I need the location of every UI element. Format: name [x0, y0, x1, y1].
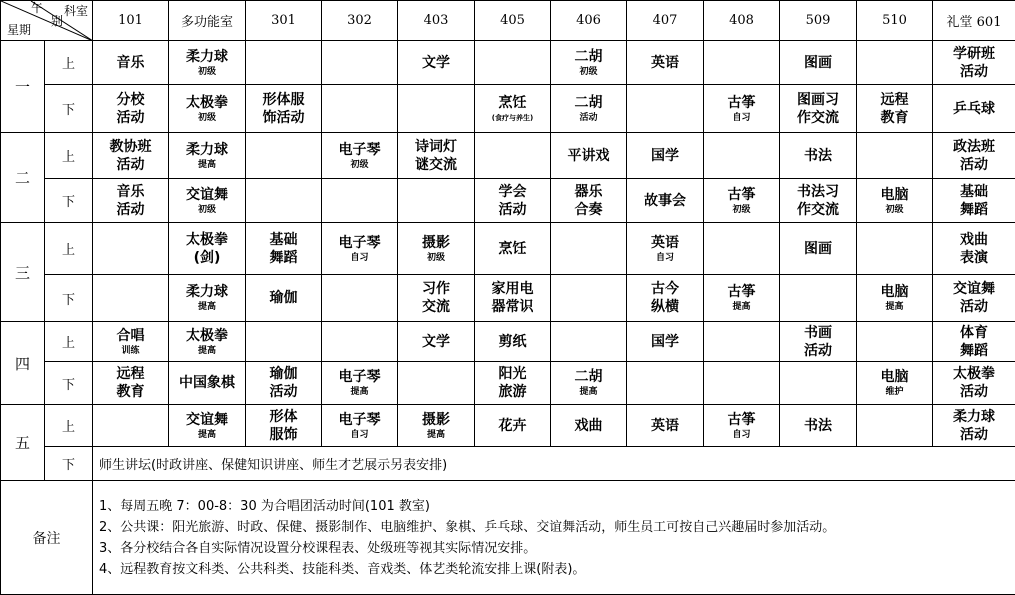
- course-name-line: 书法: [804, 147, 832, 164]
- schedule-row: [1, 133, 1015, 179]
- schedule-cell: [780, 179, 857, 223]
- course-level-label: 初级: [350, 159, 369, 170]
- schedule-cell: [398, 275, 475, 322]
- course-name-line: 舞蹈: [269, 249, 298, 266]
- schedule-cell: [93, 133, 169, 179]
- schedule-cell: [780, 322, 857, 362]
- notes-content: [93, 481, 1015, 595]
- schedule-cell: [627, 179, 704, 223]
- note-line: 1、每周五晚 7：00-8：30 为合唱团活动时间(101 教室): [99, 498, 430, 514]
- course-name-line: 英语: [651, 54, 679, 71]
- schedule-cell: [933, 85, 1015, 133]
- course-level-label: 活动: [579, 112, 598, 123]
- course-name-line: 图画: [804, 54, 832, 71]
- schedule-cell: [627, 362, 704, 405]
- schedule-cell: [857, 362, 933, 405]
- schedule-cell: [627, 133, 704, 179]
- schedule-cell: [475, 223, 551, 275]
- course-name-line: 古筝: [727, 284, 756, 300]
- course-name-line: 家用电: [491, 281, 534, 297]
- course-name-line: 柔力球: [186, 48, 228, 65]
- schedule-cell: [551, 179, 627, 223]
- schedule-cell: [475, 275, 551, 322]
- course-level-label: 自习: [732, 429, 751, 440]
- course-name-line: 图画习: [797, 91, 839, 108]
- corner-label-bie: 别: [51, 14, 64, 28]
- course-name-line: 电脑: [880, 369, 909, 385]
- room-header-4: 403: [398, 1, 475, 41]
- course-name-line: 音乐: [116, 183, 145, 200]
- course-name-line: 活动: [960, 299, 988, 315]
- schedule-cell: [246, 85, 322, 133]
- schedule-cell: [169, 133, 246, 179]
- course-name-line: 远程: [880, 91, 909, 108]
- course-name-line: 书画: [804, 324, 832, 341]
- room-header-11: 礼堂 601: [933, 1, 1015, 41]
- course-level-label: 提高: [197, 345, 216, 356]
- course-name-line: 戏曲: [960, 231, 988, 248]
- schedule-cell: [246, 133, 322, 179]
- course-name-line: 教协班: [109, 138, 152, 155]
- course-name-line: 电子琴: [338, 369, 381, 385]
- half-day-label: 下: [45, 179, 93, 223]
- schedule-cell: [857, 179, 933, 223]
- course-name-line: 戏曲: [574, 417, 603, 434]
- course-name-line: 活动: [116, 156, 145, 173]
- schedule-cell: [93, 405, 169, 447]
- course-name-line: 花卉: [498, 417, 527, 434]
- course-level-label: 初级: [426, 252, 445, 263]
- schedule-cell: [322, 405, 398, 447]
- half-day-label: 下: [45, 85, 93, 133]
- schedule-cell: [322, 85, 398, 133]
- course-name-line: 谜交流: [415, 156, 457, 173]
- course-name-line: 活动: [498, 201, 527, 218]
- schedule-cell: [704, 275, 780, 322]
- schedule-cell: [93, 322, 169, 362]
- course-name-line: 电子琴: [338, 234, 381, 251]
- schedule-row: [1, 41, 1015, 85]
- schedule-cell: [246, 322, 322, 362]
- schedule-cell: [398, 362, 475, 405]
- schedule-cell: [475, 41, 551, 85]
- weekday-label: 三: [1, 223, 45, 322]
- schedule-cell: [169, 223, 246, 275]
- course-name-line: 合唱: [116, 327, 145, 344]
- note-line: 3、各分校结合各自实际情况设置分校课程表、处级班等视其实际情况安排。: [99, 540, 537, 556]
- course-level-label: 自习: [350, 252, 369, 263]
- course-name-line: 英语: [651, 234, 679, 251]
- schedule-cell: [857, 322, 933, 362]
- course-name-line: 活动: [960, 426, 988, 443]
- schedule-cell: [933, 322, 1015, 362]
- course-name-line: 国学: [651, 147, 679, 164]
- course-level-label: 提高: [197, 302, 216, 312]
- course-level-label: 提高: [885, 302, 904, 312]
- room-header-10: 510: [857, 1, 933, 41]
- half-day-label: 上: [45, 405, 93, 447]
- course-name-line: 活动: [960, 156, 988, 173]
- course-name-line: 电脑: [880, 284, 909, 300]
- course-name-line: 旅游: [498, 384, 527, 400]
- schedule-cell: [322, 41, 398, 85]
- schedule-row: [1, 275, 1015, 322]
- course-name-line: 作交流: [797, 109, 839, 126]
- course-name-line: 纵横: [651, 299, 679, 315]
- course-level-label: 初级: [579, 66, 598, 77]
- course-name-line: 音乐: [116, 54, 145, 71]
- course-name-line: 柔力球: [953, 408, 995, 425]
- course-level-label: 初级: [197, 112, 216, 123]
- course-name-line: 舞蹈: [960, 201, 988, 218]
- schedule-cell: [475, 85, 551, 133]
- course-name-line: 古筝: [727, 94, 756, 111]
- course-name-line: 基础: [960, 183, 988, 200]
- schedule-cell: [551, 41, 627, 85]
- schedule-row: [1, 322, 1015, 362]
- schedule-cell: [933, 179, 1015, 223]
- schedule-cell: [93, 275, 169, 322]
- schedule-cell: [933, 223, 1015, 275]
- schedule-cell: [246, 362, 322, 405]
- room-header-5: 405: [475, 1, 551, 41]
- room-header-6: 406: [551, 1, 627, 41]
- course-name-line: 摄影: [422, 411, 450, 428]
- schedule-cell: [93, 41, 169, 85]
- course-name-line: 政法班: [953, 138, 995, 155]
- schedule-cell: [933, 133, 1015, 179]
- schedule-cell: [704, 179, 780, 223]
- schedule-cell: [398, 41, 475, 85]
- half-day-label: 上: [45, 322, 93, 362]
- schedule-cell: [246, 223, 322, 275]
- schedule-cell: [398, 405, 475, 447]
- half-day-label: 下: [45, 447, 93, 481]
- schedule-cell: [169, 362, 246, 405]
- course-name-line: 国学: [651, 333, 679, 350]
- course-name-line: 剪纸: [498, 333, 527, 350]
- schedule-cell: [551, 275, 627, 322]
- schedule-cell: [933, 41, 1015, 85]
- course-level-label: 提高: [579, 387, 598, 397]
- course-level-label: 自习: [732, 112, 751, 123]
- course-name-line: 柔力球: [186, 141, 228, 158]
- course-name-line: 柔力球: [186, 284, 228, 300]
- schedule-cell: [398, 133, 475, 179]
- schedule-cell: [246, 179, 322, 223]
- schedule-cell: [169, 85, 246, 133]
- schedule-cell: [551, 223, 627, 275]
- schedule-cell: [857, 133, 933, 179]
- course-name-line: 形体: [269, 408, 298, 425]
- schedule-cell: [704, 85, 780, 133]
- schedule-cell: [780, 41, 857, 85]
- schedule-cell: [169, 322, 246, 362]
- course-level-label: 初级: [197, 204, 216, 215]
- course-name-line: 饰活动: [262, 109, 305, 126]
- course-name-line: 古今: [651, 281, 679, 297]
- schedule-cell: [398, 223, 475, 275]
- schedule-cell: [322, 275, 398, 322]
- schedule-cell: [246, 275, 322, 322]
- note-line: 4、远程教育按文科类、公共科类、技能科类、音戏类、体艺类轮流安排上课(附表)。: [99, 561, 586, 577]
- course-name-line: 活动: [116, 201, 145, 218]
- schedule-cell: [322, 133, 398, 179]
- schedule-cell: [627, 275, 704, 322]
- schedule-cell: [246, 405, 322, 447]
- schedule-cell: [551, 405, 627, 447]
- schedule-cell: [93, 85, 169, 133]
- course-name-line: 书法: [804, 417, 832, 434]
- course-level-label: 初级: [732, 204, 751, 215]
- schedule-cell: [169, 179, 246, 223]
- course-name-line: 乒乓球: [953, 100, 995, 117]
- schedule-cell: [169, 405, 246, 447]
- course-name-line: 电脑: [880, 186, 909, 203]
- weekday-label: 二: [1, 133, 45, 223]
- course-name-line: (剑): [193, 249, 221, 266]
- schedule-cell: [780, 133, 857, 179]
- course-name-line: 活动: [960, 63, 988, 80]
- schedule-cell: [780, 275, 857, 322]
- course-name-line: 活动: [116, 109, 145, 126]
- course-name-line: 摄影: [422, 234, 450, 251]
- schedule-cell: [627, 405, 704, 447]
- course-name-line: 故事会: [644, 192, 686, 209]
- course-name-line: 舞蹈: [960, 342, 988, 359]
- course-name-line: 二胡: [574, 369, 603, 385]
- schedule-cell: [93, 179, 169, 223]
- course-level-label: 训练: [121, 345, 140, 356]
- course-name-line: 分校: [116, 91, 145, 108]
- room-header-8: 408: [704, 1, 780, 41]
- course-name-line: 教育: [116, 384, 145, 400]
- schedule-cell: [780, 362, 857, 405]
- course-name-line: 太极拳: [186, 231, 228, 248]
- schedule-cell: [398, 179, 475, 223]
- schedule-cell: [780, 85, 857, 133]
- course-name-line: 烹饪: [498, 94, 527, 111]
- course-name-line: 阳光: [498, 366, 527, 382]
- schedule-row: [1, 447, 1015, 481]
- schedule-cell: [704, 405, 780, 447]
- course-name-line: 图画: [804, 240, 832, 257]
- course-name-line: 电子琴: [338, 411, 381, 428]
- room-header-0: 101: [93, 1, 169, 41]
- corner-label-keshi: 科室: [64, 4, 89, 18]
- schedule-cell: [246, 41, 322, 85]
- schedule-cell: [933, 275, 1015, 322]
- course-level-label: 自习: [350, 429, 369, 440]
- merged-activity-cell: 师生讲坛(时政讲座、保健知识讲座、师生才艺展示另表安排): [93, 447, 1015, 481]
- course-name-line: 文学: [422, 54, 450, 71]
- notes-label: 备注: [1, 481, 93, 595]
- course-level-label: 提高: [732, 302, 751, 312]
- course-name-line: 交流: [422, 299, 450, 315]
- header-corner-cell: [1, 1, 93, 41]
- course-name-line: 平讲戏: [567, 147, 610, 164]
- course-level-label: 维护: [885, 387, 904, 397]
- course-level-label: 提高: [426, 429, 445, 440]
- schedule-cell: [475, 179, 551, 223]
- schedule-cell: [704, 362, 780, 405]
- schedule-cell: [475, 362, 551, 405]
- schedule-row: [1, 405, 1015, 447]
- corner-label-xingqi: 星期: [7, 23, 32, 37]
- course-name-line: 活动: [269, 384, 298, 400]
- course-name-line: 英语: [651, 417, 679, 434]
- schedule-cell: [857, 405, 933, 447]
- schedule-row: [1, 223, 1015, 275]
- schedule-cell: [169, 275, 246, 322]
- course-name-line: 教育: [880, 109, 909, 126]
- course-name-line: 交谊舞: [953, 281, 995, 297]
- course-name-line: 器常识: [491, 299, 534, 315]
- schedule-cell: [933, 405, 1015, 447]
- room-header-9: 509: [780, 1, 857, 41]
- course-level-label: 提高: [197, 429, 216, 440]
- weekday-label: 四: [1, 322, 45, 405]
- course-name-line: 合奏: [574, 201, 603, 218]
- course-name-line: 服饰: [269, 426, 298, 443]
- schedule-cell: [475, 133, 551, 179]
- schedule-cell: [322, 362, 398, 405]
- course-name-line: 学研班: [953, 45, 995, 62]
- course-name-line: 太极拳: [186, 327, 228, 344]
- course-level-label: 初级: [197, 66, 216, 77]
- schedule-cell: [475, 405, 551, 447]
- room-header-7: 407: [627, 1, 704, 41]
- course-name-line: 活动: [804, 342, 832, 359]
- schedule-cell: [93, 223, 169, 275]
- weekday-label: 一: [1, 41, 45, 133]
- course-name-line: 远程: [116, 366, 145, 382]
- schedule-cell: [627, 41, 704, 85]
- schedule-cell: [398, 85, 475, 133]
- course-name-line: 作交流: [797, 201, 839, 218]
- schedule-cell: [551, 322, 627, 362]
- course-name-line: 瑜伽: [269, 366, 298, 382]
- course-name-line: 交谊舞: [186, 186, 228, 203]
- course-name-line: 太极拳: [186, 94, 228, 111]
- course-name-line: 体育: [960, 324, 988, 341]
- schedule-cell: [322, 179, 398, 223]
- schedule-cell: [780, 223, 857, 275]
- room-header-3: 302: [322, 1, 398, 41]
- course-name-line: 电子琴: [338, 141, 381, 158]
- schedule-cell: [704, 133, 780, 179]
- note-line: 2、公共课：阳光旅游、时政、保健、摄影制作、电脑维护、象棋、乒乓球、交谊舞活动，师生员工可按自己兴趣届时参加活动。: [99, 519, 836, 535]
- schedule-cell: [398, 322, 475, 362]
- schedule-cell: [857, 41, 933, 85]
- schedule-row: [1, 179, 1015, 223]
- course-level-label: (食疗与养生): [491, 113, 534, 122]
- half-day-label: 上: [45, 41, 93, 85]
- course-name-line: 中国象棋: [179, 375, 235, 391]
- schedule-cell: [551, 133, 627, 179]
- schedule-cell: [169, 41, 246, 85]
- header-row: [1, 1, 1015, 41]
- half-day-label: 上: [45, 223, 93, 275]
- course-name-line: 习作: [422, 281, 450, 297]
- half-day-label: 下: [45, 275, 93, 322]
- course-name-line: 学会: [498, 183, 527, 200]
- course-name-line: 形体服: [262, 91, 305, 108]
- schedule-cell: [322, 223, 398, 275]
- schedule-cell: [704, 322, 780, 362]
- half-day-label: 上: [45, 133, 93, 179]
- schedule-cell: [475, 322, 551, 362]
- course-name-line: 瑜伽: [269, 290, 298, 306]
- room-header-2: 301: [246, 1, 322, 41]
- schedule-cell: [780, 405, 857, 447]
- corner-label-wu: 午: [31, 1, 44, 15]
- schedule-row: [1, 362, 1015, 405]
- course-level-label: 提高: [197, 159, 216, 170]
- course-level-label: 初级: [885, 204, 904, 215]
- course-name-line: 烹饪: [498, 240, 527, 257]
- course-name-line: 诗词灯: [415, 138, 457, 155]
- course-name-line: 表演: [960, 249, 988, 266]
- room-header-1: 多功能室: [169, 1, 246, 41]
- schedule-cell: [551, 85, 627, 133]
- course-level-label: 提高: [350, 387, 369, 397]
- course-name-line: 古筝: [727, 186, 756, 203]
- schedule-row: [1, 85, 1015, 133]
- schedule-cell: [93, 362, 169, 405]
- course-name-line: 二胡: [574, 94, 603, 111]
- course-name-line: 太极拳: [953, 366, 995, 382]
- course-name-line: 活动: [960, 384, 988, 400]
- course-name-line: 器乐: [574, 183, 603, 200]
- schedule-cell: [551, 362, 627, 405]
- notes-row: [1, 481, 1015, 595]
- schedule-cell: [857, 223, 933, 275]
- weekday-label: 五: [1, 405, 45, 481]
- schedule-cell: [704, 41, 780, 85]
- schedule-cell: [627, 322, 704, 362]
- schedule-cell: [627, 85, 704, 133]
- schedule-cell: [704, 223, 780, 275]
- course-name-line: 古筝: [727, 411, 756, 428]
- schedule-cell: [627, 223, 704, 275]
- half-day-label: 下: [45, 362, 93, 405]
- schedule-cell: [933, 362, 1015, 405]
- course-name-line: 交谊舞: [186, 411, 228, 428]
- course-name-line: 文学: [422, 333, 450, 350]
- schedule-cell: [857, 275, 933, 322]
- course-name-line: 书法习: [797, 183, 839, 200]
- course-name-line: 基础: [269, 231, 298, 248]
- course-name-line: 二胡: [574, 48, 603, 65]
- schedule-cell: [857, 85, 933, 133]
- course-level-label: 自习: [655, 252, 674, 263]
- schedule-cell: [322, 322, 398, 362]
